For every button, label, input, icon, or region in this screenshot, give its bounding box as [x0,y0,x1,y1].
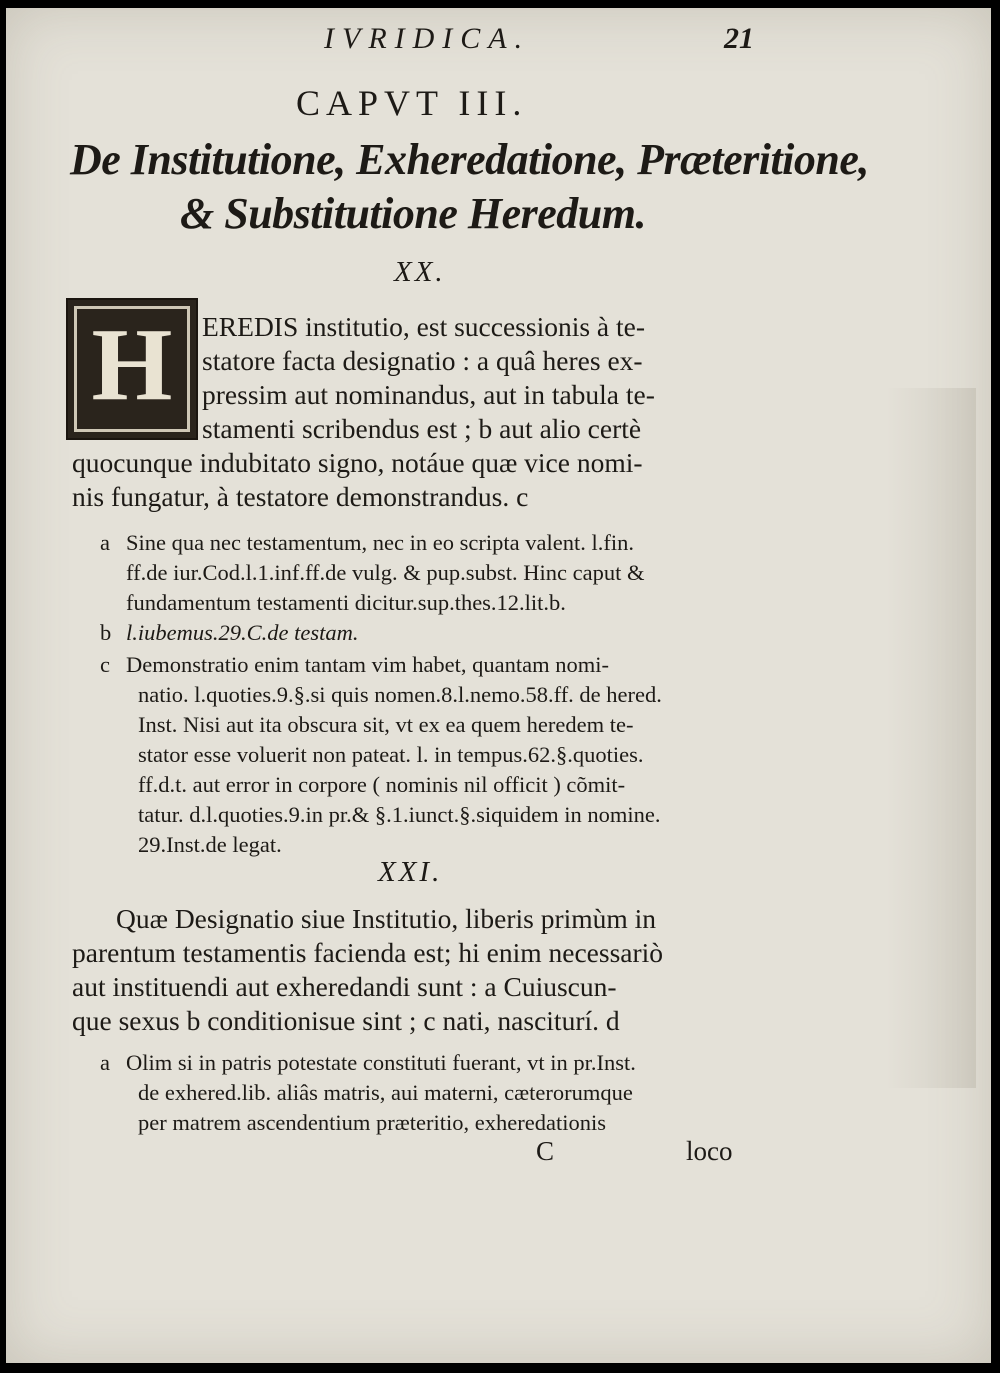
section-20-line: quocunque indubitato signo, notáue quæ vice nomi- [72,447,643,478]
note-line: de exhered.lib. aliâs matris, aui materni, cæterorumque [138,1080,633,1105]
section-21-line: que sexus b conditionisue sint ; c nati, nasciturí. d [72,1005,620,1036]
chapter-title-line-2: & Substitutione Heredum. [180,189,646,238]
note-line: Demonstratio enim tantam vim habet, quantam nomi- [126,652,610,677]
section-21-line: Quæ Designatio siue Institutio, liberis primùm in [116,903,657,934]
note-line: fundamentum testamenti dicitur.sup.thes.12.lit.b. [126,590,566,615]
section-20-line: statore facta designatio : a quâ heres ex- [202,345,643,376]
initial-letter: H [91,307,173,422]
note-line: l.iubemus.29.C.de testam. [126,620,359,645]
chapter-title-line-1: De Institutione, Exheredatione, Præteritione, [70,135,869,184]
note-line: stator esse voluerit non pateat. l. in tempus.62.§.quoties. [138,742,644,767]
note-line: natio. l.quoties.9.§.si quis nomen.8.l.nemo.58.ff. de hered. [138,682,662,707]
note-line: 29.Inst.de legat. [138,832,282,857]
note-marker: a [100,1050,110,1075]
section-21-line: aut instituendi aut exheredandi sunt : a Cuiuscun- [72,971,617,1002]
decorated-initial-icon [66,298,198,440]
section-20-line: nis fungatur, à testatore demonstrandus. c [72,481,529,512]
note-marker: c [100,652,110,677]
note-marker: a [100,530,110,555]
section-20-line: pressim aut nominandus, aut in tabula te- [202,379,655,410]
section-number-20: XX. [394,256,446,288]
page-shadow [886,388,976,1088]
note-line: Sine qua nec testamentum, nec in eo scripta valent. l.fin. [126,530,634,555]
section-number-21: XXI. [378,856,443,888]
note-line: ff.de iur.Cod.l.1.inf.ff.de vulg. & pup.subst. Hinc caput & [126,560,645,585]
note-line: Olim si in patris potestate constituti fuerant, vt in pr.Inst. [126,1050,636,1075]
section-21-line: parentum testamentis facienda est; hi enim necessariò [72,937,664,968]
catchword: loco [686,1136,733,1166]
note-line: ff.d.t. aut error in corpore ( nominis nil officit ) cõmit- [138,772,626,797]
page-number: 21 [724,22,754,55]
signature-mark: C [536,1136,555,1166]
note-line: per matrem ascendentium præteritio, exheredationis [138,1110,606,1135]
note-line: Inst. Nisi aut ita obscura sit, vt ex ea quem heredem te- [138,712,634,737]
book-page [6,8,991,1363]
section-20-line: stamenti scribendus est ; b aut alio certè [202,413,642,444]
note-marker: b [100,620,112,645]
chapter-heading: CAPVT III. [296,83,528,123]
note-line: tatur. d.l.quoties.9.in pr.& §.1.iunct.§.siquidem in nomine. [138,802,661,827]
section-20-line: EREDIS institutio, est successionis à te- [202,311,646,342]
running-head: IVRIDICA. [324,22,531,55]
